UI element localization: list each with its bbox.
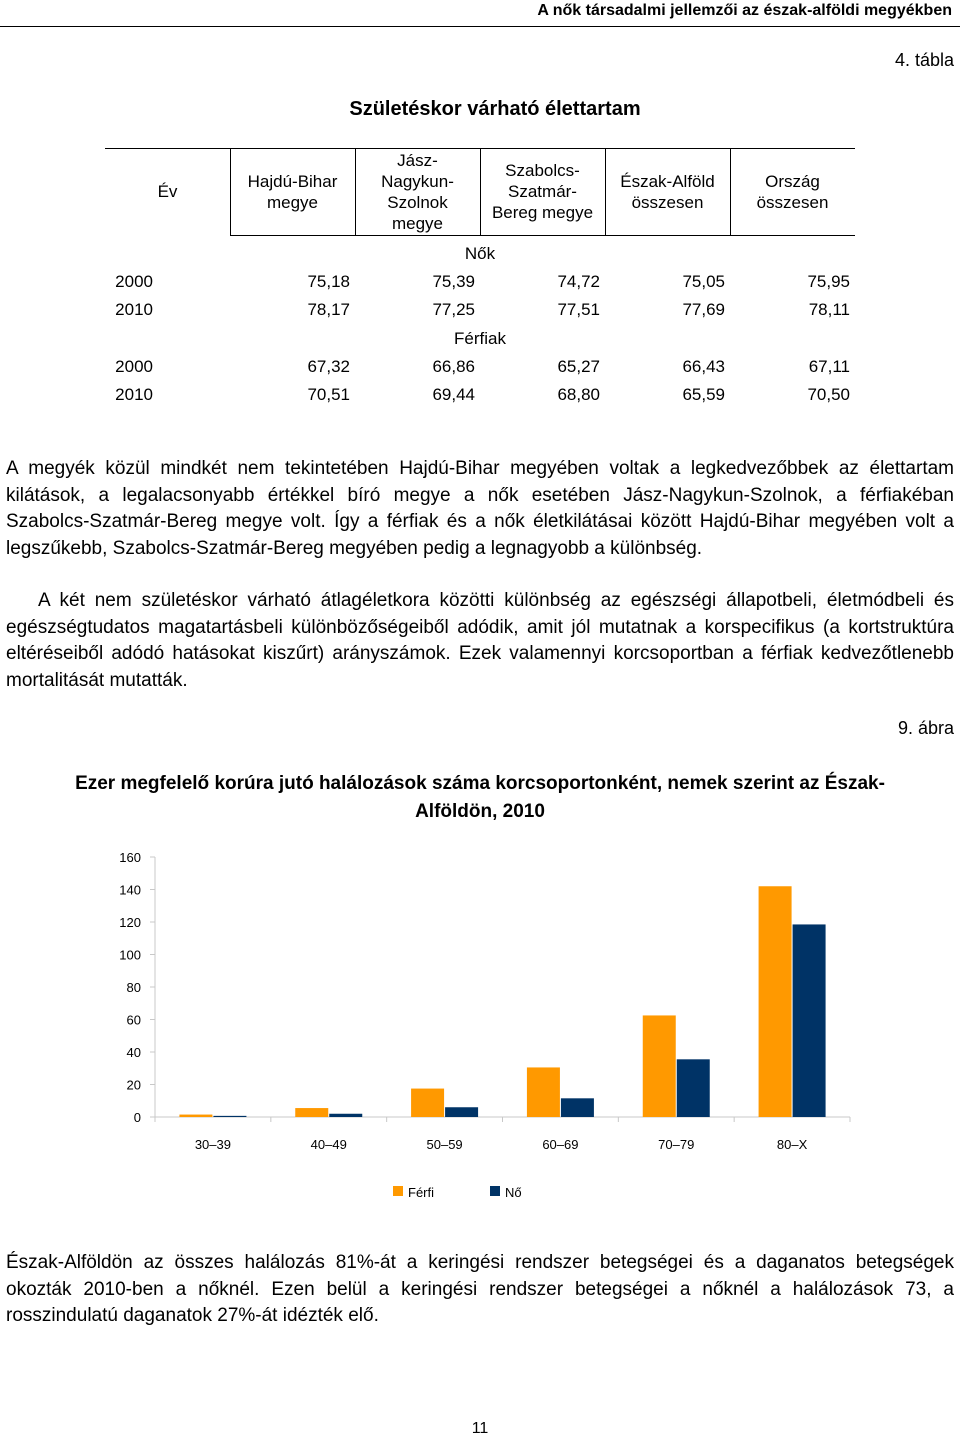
table-number: 4. tábla: [894, 50, 954, 70]
table-row: [105, 385, 855, 409]
column-header-szabolcs-szatmar-bereg: Szabolcs- Szatmár- Bereg megye: [491, 161, 594, 222]
y-tick-label: 160: [119, 850, 141, 865]
x-tick-label: 60–69: [542, 1137, 579, 1152]
mortality-bar-chart: [95, 840, 855, 1220]
bar-no: [329, 1114, 362, 1117]
y-tick-label: 80: [126, 980, 141, 995]
bar-no: [561, 1098, 594, 1117]
bar-no: [445, 1107, 478, 1117]
bar-ferfi: [759, 886, 792, 1117]
table-cell-year: 2000: [115, 357, 153, 376]
table-cell: 65,59: [682, 385, 725, 404]
y-tick-label: 40: [126, 1045, 141, 1060]
bar-ferfi: [643, 1015, 676, 1117]
paragraph-3: Észak-Alföldön az összes halálozás 81%-át a keringési rendszer betegségei és a daganatos betegségek okozták 2010-ben a nőknél. Ezen belül a keringési rendszer betegségei a nőknél a halálozások 73, a rosszindulatú daganatok 27%-át idézték elő.: [6, 1252, 954, 1326]
legend-swatch: [393, 1186, 403, 1196]
table-cell: 66,86: [432, 357, 475, 376]
table-row: [105, 272, 855, 296]
table-cell: 75,95: [807, 272, 850, 291]
running-header: A nők társadalmi jellemzői az észak-alföldi megyékben: [537, 2, 952, 19]
table-cell: 66,43: [682, 357, 725, 376]
x-tick-label: 40–49: [310, 1137, 347, 1152]
y-tick-label: 100: [119, 947, 141, 963]
table-cell-year: 2010: [115, 300, 153, 319]
column-header-jasz-nagykun-szolnok: Jász- Nagykun- Szolnok megye: [381, 150, 454, 233]
table-cell: 70,50: [807, 385, 850, 404]
header-rule: [0, 26, 960, 27]
table-cell-year: 2010: [115, 385, 153, 404]
table-cell: 75,05: [682, 272, 725, 291]
figure-number: 9. ábra: [897, 718, 954, 738]
x-tick-label: 30–39: [194, 1137, 231, 1152]
legend-label: Férfi: [408, 1185, 434, 1200]
table-cell: 75,18: [307, 272, 350, 291]
legend-label: Nő: [505, 1185, 522, 1200]
x-tick-label: 70–79: [658, 1137, 695, 1152]
column-header-ev: Év: [157, 182, 178, 201]
table-cell: 68,80: [557, 385, 600, 404]
bar-no: [793, 924, 826, 1117]
x-tick-label: 50–59: [426, 1137, 463, 1152]
y-tick-label: 60: [126, 1012, 141, 1028]
table-cell: 74,72: [557, 272, 600, 291]
y-tick-label: 120: [119, 915, 141, 930]
table-section-label: Nők: [464, 244, 496, 263]
legend-swatch: [490, 1186, 500, 1196]
page-number: 11: [471, 1420, 489, 1437]
table-cell: 75,39: [432, 272, 475, 291]
table-cell: 67,32: [307, 357, 350, 376]
x-tick-label: 80–X: [776, 1137, 808, 1152]
table-row: [105, 357, 855, 381]
paragraph-1: A megyék közül mindkét nem tekintetében Hajdú-Bihar megyében voltak a legkedvezőbbek az élettartam kilátások, a legalacsonyabb értékkel bíró megye a nők esetében Jász-Nagykun-Szolnok, a férfiakéban Szabolcs-Szatmár-Bereg megye volt. Így a férfiak és a nők életkilátásai között Hajdú-Bihar megyében volt a legszűkebb, Szabolcs-Szatmár-Bereg megyében pedig a legnagyobb a különbség.: [6, 458, 954, 559]
y-tick-label: 0: [133, 1110, 141, 1125]
table-cell: 78,11: [808, 300, 850, 319]
column-header-hajdu-bihar: Hajdú-Bihar megye: [247, 171, 338, 212]
chart-title: [0, 770, 960, 826]
table-cell: 70,51: [307, 385, 350, 404]
bar-ferfi: [411, 1089, 444, 1117]
table-cell: 77,69: [682, 300, 725, 319]
table-row: [105, 300, 855, 324]
bar-no: [677, 1059, 710, 1117]
paragraph-2: A két nem születéskor várható átlagéletkora közötti különbség az egészségi állapotbeli, életmódbeli és egészségtudatos magatartásbeli különbözőségeiből adódik, amit jól mutatnak a korspecifikus (a kortstruktúra eltéréseiből adódó hatásokat kiszűrt) arányszámok. Ezek valamennyi korcsoportban a férfiak kedvezőtlenebb mortalitását mutatták.: [6, 590, 954, 691]
chart-title-line-2: Alföldön, 2010: [415, 801, 545, 822]
bar-ferfi: [179, 1115, 212, 1117]
table-title: Születéskor várható élettartam: [349, 98, 641, 120]
bar-no: [213, 1116, 246, 1117]
table-cell: 77,25: [432, 300, 475, 319]
table-cell: 78,17: [307, 300, 350, 319]
y-tick-label: 140: [119, 882, 141, 898]
table-cell: 77,51: [557, 300, 600, 319]
column-header-orszag: Ország összesen: [756, 171, 829, 212]
table-cell: 67,11: [808, 357, 850, 376]
bar-ferfi: [527, 1067, 560, 1117]
bar-ferfi: [295, 1108, 328, 1117]
table-cell-year: 2000: [115, 272, 153, 291]
table-cell: 69,44: [432, 385, 475, 404]
table-header-rule: [230, 235, 855, 236]
column-header-eszak-alfold: Észak-Alföld összesen: [620, 171, 715, 212]
y-tick-label: 20: [126, 1077, 141, 1093]
chart-title-line-1: Ezer megfelelő korúra jutó halálozások száma korcsoportonként, nemek szerint az Észak-: [75, 773, 885, 794]
table-section-label: Férfiak: [454, 329, 506, 348]
table-cell: 65,27: [557, 357, 600, 376]
